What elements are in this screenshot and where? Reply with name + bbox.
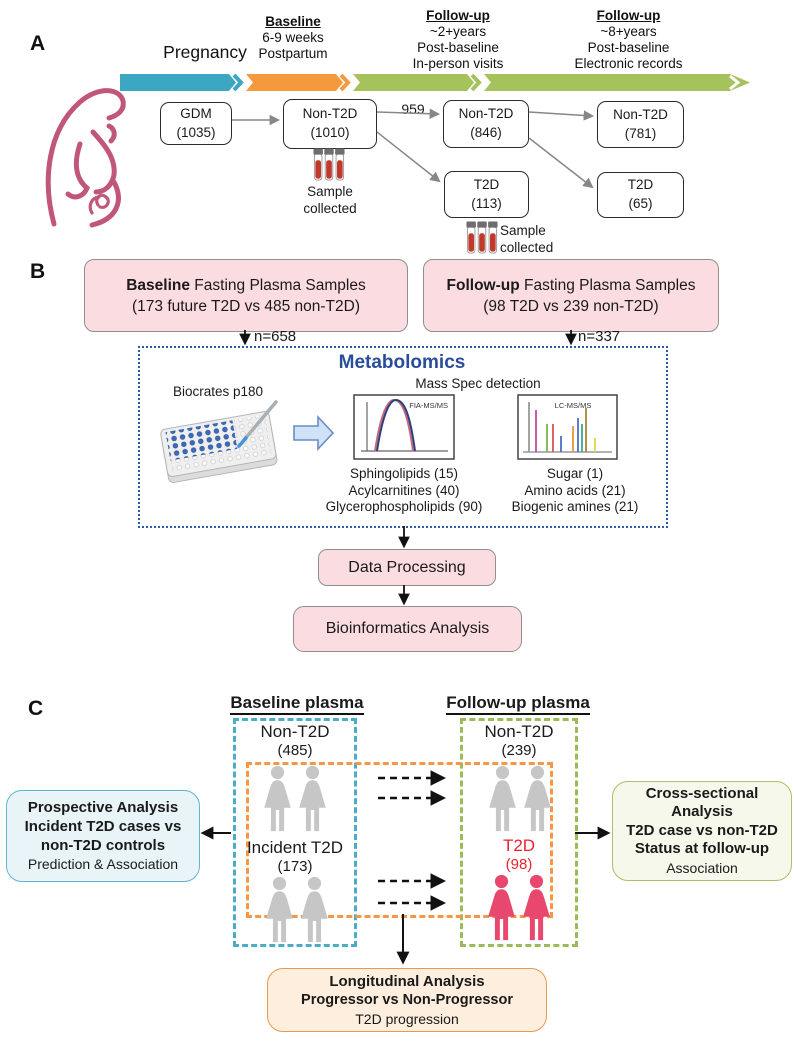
timeline-followup2-line2: Post-baseline (587, 40, 670, 55)
longitudinal-line3: T2D progression (355, 1010, 459, 1027)
nont2d-baseline-name: Non-T2D (260, 722, 330, 741)
node-nont2d-followup1-line1: Non-T2D (458, 106, 514, 122)
nont2d-followup-count: (239) (501, 742, 537, 759)
timeline-followup1-line3: In-person visits (412, 56, 504, 71)
timeline-pregnancy-label: Pregnancy (163, 42, 247, 62)
timeline-baseline-line2: Postpartum (258, 46, 328, 61)
sample2-line1: Sample (500, 223, 546, 238)
node-gdm-line2: (1035) (176, 124, 216, 140)
panel-b-label: B (30, 260, 46, 283)
timeline-followup2-line3: Electronic records (574, 56, 683, 71)
prospective-line3: non-T2D controls (40, 837, 166, 854)
timeline-baseline-title: Baseline (265, 14, 321, 29)
arrow-nont2d-to-t2d113 (377, 132, 439, 181)
node-gdm-line1: GDM (180, 105, 212, 121)
prospective-analysis-box (6, 790, 200, 882)
well-plate-icon (152, 398, 286, 490)
cross-line5: Association (666, 859, 738, 876)
followup-samples-rest: Fasting Plasma Samples (519, 276, 696, 294)
followup-samples-line1 (424, 275, 718, 296)
data-processing-box: Data Processing (318, 549, 496, 586)
node-nont2d-followup2 (597, 101, 684, 148)
female-figure-icon (298, 876, 331, 944)
prospective-line4: Prediction & Association (27, 856, 179, 872)
t2d-followup-name: T2D (502, 836, 536, 855)
female-figure-icon (261, 765, 294, 833)
lc-msms-label: LC-MS/MS (554, 401, 592, 410)
timeline-followup1-line1: ~2+years (429, 24, 487, 39)
lc-metabolite-list (480, 466, 670, 516)
n-right-label: n=337 (578, 328, 621, 345)
incident-t2d-group-label (230, 838, 360, 876)
node-t2d-followup2-line2: (65) (628, 196, 653, 211)
metabolomics-title: Metabolomics (338, 352, 466, 373)
baseline-samples-line1 (85, 275, 407, 296)
fia-list-item: Acylcarnitines (40) (348, 482, 460, 498)
baseline-plasma-header (217, 693, 377, 713)
arrow-nont2d846-to-t2d65 (529, 138, 592, 187)
bioinformatics-box: Bioinformatics Analysis (293, 606, 522, 652)
baseline-samples-box (84, 259, 408, 332)
t2d-followup-group-label (464, 836, 574, 874)
arrow-nont2d846-to-nont2d781 (529, 112, 592, 116)
fia-msms-chart (353, 394, 455, 460)
timeline-ribbon-arrow (118, 73, 766, 92)
sample-collected-label-1 (295, 184, 365, 217)
timeline-followup2-label (551, 8, 706, 72)
nont2d-followup-group-label (464, 722, 574, 760)
node-nont2d-baseline (283, 99, 377, 149)
t2d-followup-count: (98) (505, 856, 533, 873)
n-left-label: n=658 (254, 328, 297, 345)
incident-t2d-name: Incident T2D (246, 838, 344, 857)
female-figure-icon (263, 876, 296, 944)
timeline-followup1-line2: Post-baseline (417, 40, 499, 55)
timeline-followup1-title: Follow-up (426, 8, 490, 23)
followup-plasma-header (438, 693, 598, 713)
node-t2d-followup1-line1: T2D (473, 176, 500, 192)
panel-a-label: A (30, 32, 46, 55)
female-figure-icon (486, 765, 519, 833)
prospective-line2: Incident T2D cases vs (24, 818, 182, 835)
node-gdm (160, 102, 232, 145)
female-figure-icon (521, 765, 554, 833)
followup-samples-box (423, 259, 719, 332)
timeline-followup2-line1: ~8+years (600, 24, 657, 39)
timeline-followup2-title: Follow-up (596, 8, 661, 23)
baseline-samples-line2: (173 future T2D vs 485 non-T2D) (131, 297, 361, 315)
lc-list-item: Sugar (1) (546, 466, 604, 481)
fia-msms-label: FIA-MS/MS (409, 401, 448, 410)
mass-spec-label: Mass Spec detection (415, 376, 541, 391)
node-t2d-followup2-line1: T2D (627, 177, 654, 193)
block-arrow-icon (293, 414, 335, 452)
followup-samples-line2: (98 T2D vs 239 non-T2D) (483, 297, 659, 315)
node-nont2d-baseline-line1: Non-T2D (302, 106, 358, 122)
timeline-followup1-label (388, 8, 528, 72)
node-nont2d-baseline-line2: (1010) (310, 125, 350, 140)
sample-tubes-icon (466, 221, 498, 255)
edge-count-959: 959 (401, 101, 425, 117)
biocrates-label: Biocrates p180 (172, 384, 264, 399)
timeline-baseline-label (233, 14, 353, 62)
nont2d-followup-name: Non-T2D (484, 722, 554, 741)
longitudinal-line1: Longitudinal Analysis (329, 972, 485, 990)
followup-samples-bold: Follow-up (446, 276, 520, 294)
cross-line4: Status at follow-up (634, 840, 770, 858)
node-t2d-followup1-line2: (113) (471, 195, 502, 211)
baseline-samples-rest: Fasting Plasma Samples (190, 276, 366, 294)
sample-collected-label-2 (500, 223, 572, 256)
female-figure-icon-t2d (485, 874, 518, 942)
lc-list-item: Amino acids (21) (524, 482, 626, 498)
pregnant-woman-icon (30, 82, 152, 232)
lc-list-item: Biogenic amines (21) (511, 499, 639, 514)
fia-metabolite-list (309, 466, 499, 516)
node-nont2d-followup1 (443, 100, 529, 148)
cross-line3: T2D case vs non-T2D (626, 821, 778, 839)
longitudinal-analysis-box (267, 968, 547, 1032)
followup-plasma-header-text: Follow-up plasma (446, 693, 590, 715)
nont2d-baseline-count: (485) (277, 742, 313, 759)
sample1-line1: Sample (307, 184, 353, 199)
fia-list-item: Glycerophospholipids (90) (325, 499, 483, 514)
cross-line2: Analysis (671, 803, 733, 821)
sample1-line2: collected (303, 200, 357, 216)
female-figure-icon (296, 765, 329, 833)
node-t2d-followup2 (597, 172, 684, 218)
node-nont2d-followup2-line2: (781) (624, 125, 657, 141)
lc-msms-chart (517, 394, 618, 460)
baseline-samples-bold: Baseline (126, 276, 190, 294)
sample2-line2: collected (500, 239, 554, 255)
node-t2d-followup1 (444, 171, 529, 218)
node-nont2d-followup1-line2: (846) (470, 125, 502, 140)
female-figure-icon-t2d (520, 874, 553, 942)
nont2d-baseline-group-label (240, 722, 350, 760)
timeline-baseline-line1: 6-9 weeks (262, 30, 324, 45)
cross-sectional-analysis-box (612, 781, 792, 881)
incident-t2d-count: (173) (277, 858, 313, 875)
prospective-line1: Prospective Analysis (27, 799, 179, 816)
cross-line1: Cross-sectional (645, 784, 759, 802)
panel-c-label: C (28, 697, 44, 720)
longitudinal-line2: Progressor vs Non-Progressor (301, 991, 513, 1008)
sample-tubes-icon (313, 148, 345, 182)
fia-list-item: Sphingolipids (15) (349, 466, 459, 481)
node-nont2d-followup2-line1: Non-T2D (613, 106, 668, 122)
baseline-plasma-header-text: Baseline plasma (230, 693, 363, 715)
